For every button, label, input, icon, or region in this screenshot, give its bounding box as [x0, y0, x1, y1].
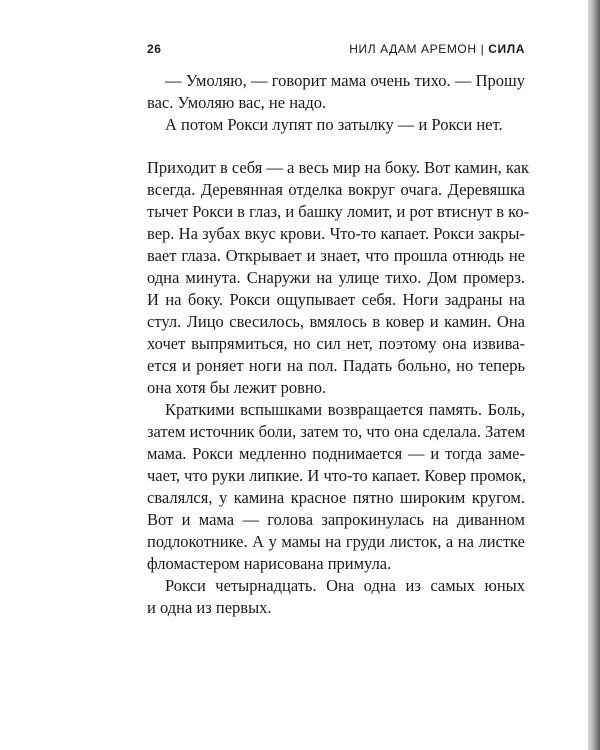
text-line: стул. Лицо свесилось, вмялось в ковер и камин. Она [147, 312, 525, 331]
text-line: мама. Рокси медленно поднимается — и тогда заме- [147, 444, 525, 463]
text-line: вер. На зубах вкус крови. Что-то капает. Рокси закры- [147, 224, 525, 243]
book-title: СИЛА [488, 42, 525, 56]
text-line: И на боку. Рокси ощупывает себя. Ноги задраны на [147, 290, 525, 309]
text-line: свалялся, у камина красное пятно широким кругом. [147, 488, 525, 507]
section-2 [147, 157, 530, 619]
page-edge-shadow [588, 0, 600, 750]
running-head [349, 42, 525, 56]
author-name: НИЛ АДАМ АРЕМОН [349, 42, 477, 56]
text-line: и одна из первых. [147, 598, 272, 617]
section-1 [147, 70, 525, 136]
text-line: А потом Рокси лупят по затылку — и Рокси нет. [165, 115, 503, 134]
running-header [147, 38, 525, 58]
text-line: ется и роняет ноги на пол. Падать больно, но теперь [147, 356, 525, 375]
text-line: чает, что руки липкие. И что-то капает. Ковер промок, [147, 466, 527, 485]
text-line: тычет Рокси в глаз, и башку ломит, и рот втиснут в ко- [147, 202, 530, 221]
text-line: Вот и мама — голова запрокинулась на диванном [147, 510, 525, 529]
text-line: вас. Умоляю вас, не надо. [147, 93, 327, 112]
text-line: фломастером нарисована примула. [147, 554, 392, 573]
text-line: затем источник боли, затем то, что она сделала. Затем [147, 422, 526, 441]
text-line: она хотя бы лежит ровно. [147, 378, 327, 397]
text-line: Рокси четырнадцать. Она одна из самых юных [165, 576, 525, 595]
text-line: одна минута. Снаружи на улице тихо. Дом промерз. [147, 268, 525, 287]
text-line: — Умоляю, — говорит мама очень тихо. — Прошу [165, 71, 525, 90]
text-line: Краткими вспышками возвращается память. Боль, [165, 400, 525, 419]
text-line: вает глаза. Открывает и знает, что прошла отнюдь не [147, 246, 525, 265]
text-line: Приходит в себя — а весь мир на боку. Вот камин, как [147, 158, 530, 177]
header-separator: | [480, 42, 485, 56]
text-line: всегда. Деревянная отделка вокруг очага. Деревяшка [147, 180, 525, 199]
page-number: 26 [147, 42, 162, 56]
text-line: хочет выпрямиться, но сил нет, поэтому она извива- [147, 334, 525, 353]
text-line: подлокотнике. А у мамы на груди листок, а на листке [147, 532, 525, 551]
